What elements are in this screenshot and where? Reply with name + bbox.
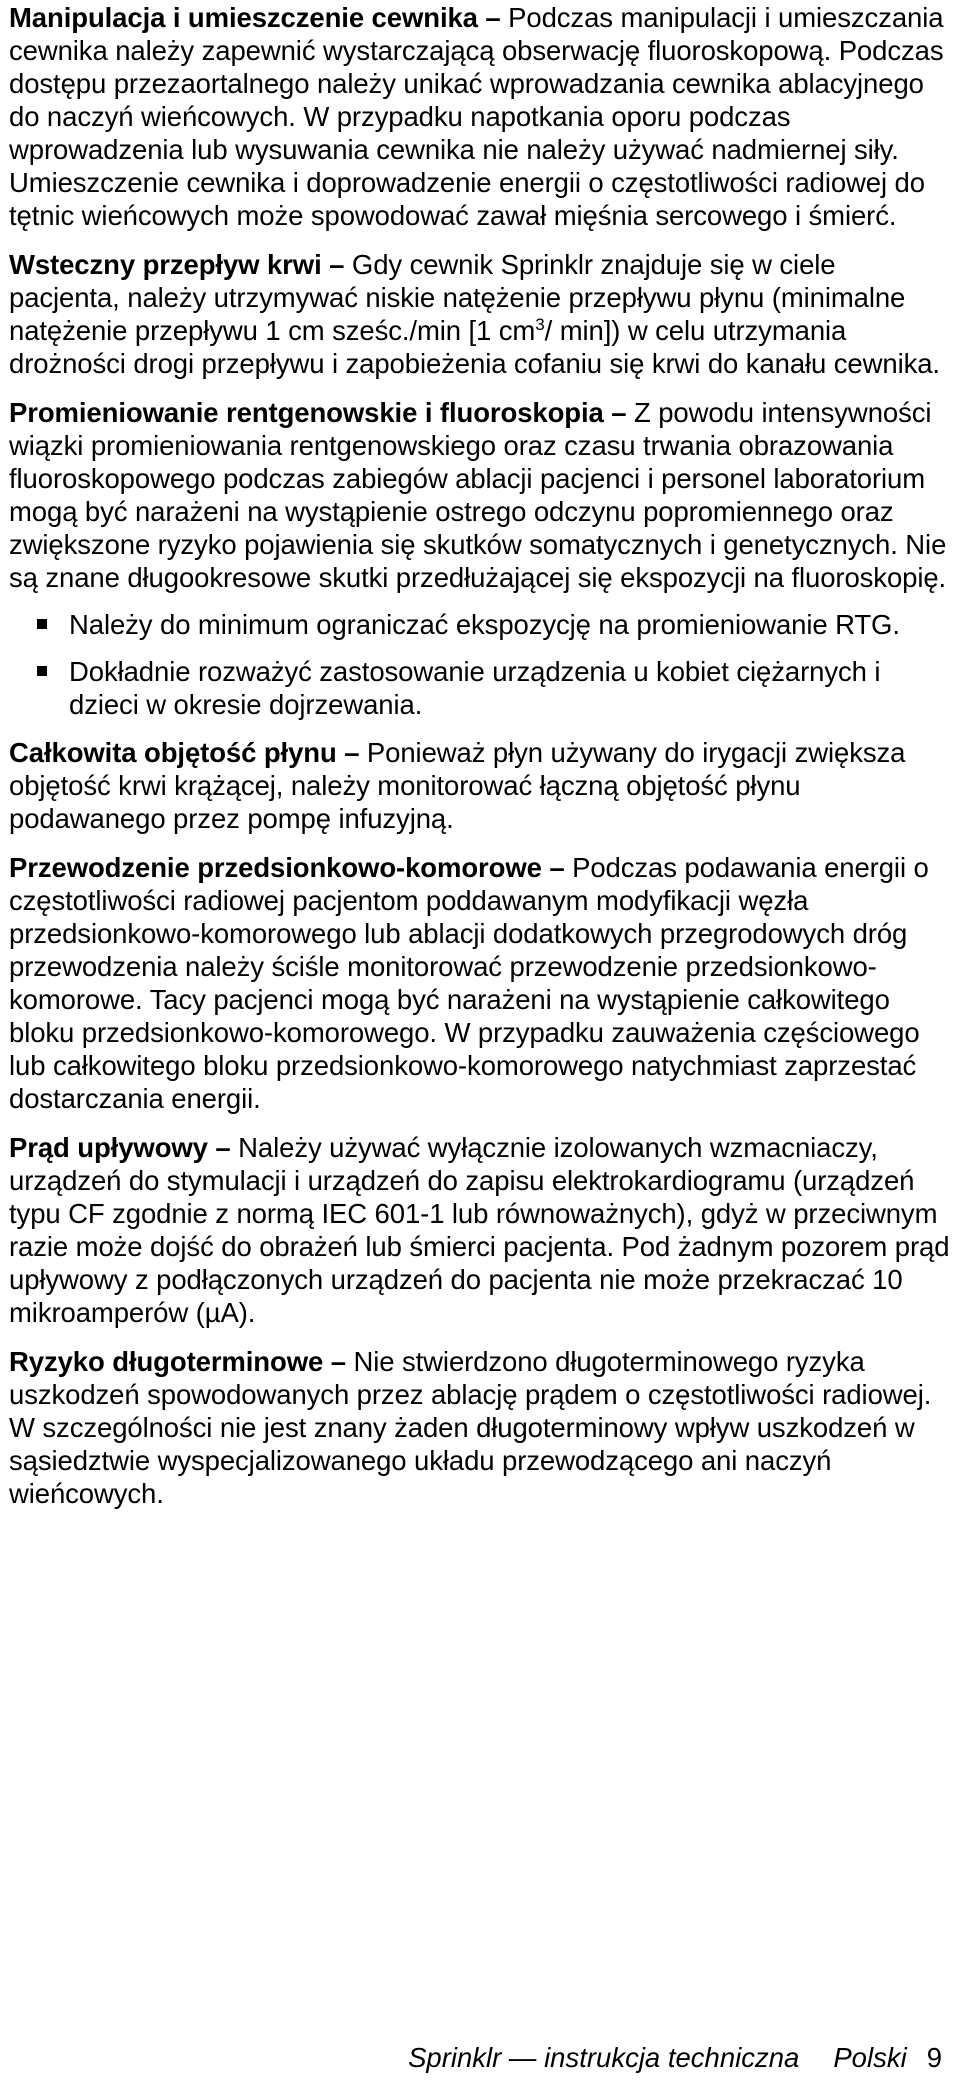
heading-leakage-current: Prąd upływowy – <box>9 1132 231 1163</box>
heading-total-fluid-volume: Całkowita objętość płynu – <box>9 737 360 768</box>
paragraph-av-conduction <box>9 851 951 1115</box>
text-blood-backflow-part2: / min]) w celu utrzymania drożności drogi przepływu i zapobieżenia cofaniu się krwi do kanału cewnika. <box>9 315 940 379</box>
text-leakage-current: Należy używać wyłącznie izolowanych wzmacniaczy, urządzeń do stymulacji i urządzeń do zapisu elektrokardiogramu (urządzeń typu CF zgodnie z normą IEC 601-1 lub równoważnych), gdyż w przeciwnym razie może dojść do obrażeń lub śmierci pacjenta. Pod żadnym pozorem prąd upływowy z podłączonych urządzeń do pacjenta nie może przekraczać 10 mikroamperów (µA). <box>9 1132 950 1328</box>
heading-av-conduction: Przewodzenie przedsionkowo-komorowe – <box>9 852 565 883</box>
heading-blood-backflow: Wsteczny przepływ krwi – <box>9 249 345 280</box>
paragraph-total-fluid-volume <box>9 736 951 835</box>
list-item <box>9 655 951 721</box>
list-item-text: Należy do minimum ograniczać ekspozycję na promieniowanie RTG. <box>69 609 900 640</box>
list-item <box>9 608 951 641</box>
radiation-bullet-list <box>9 608 951 721</box>
heading-long-term-risk: Ryzyko długoterminowe – <box>9 1346 346 1377</box>
text-total-fluid-volume: Ponieważ płyn używany do irygacji zwiększa objętość krwi krążącej, należy monitorować łączną objętość płynu podawanego przez pompę infuzyjną. <box>9 737 906 834</box>
list-item-text: Dokładnie rozważyć zastosowanie urządzenia u kobiet ciężarnych i dzieci w okresie dojrzewania. <box>69 656 881 720</box>
heading-catheter-manipulation: Manipulacja i umieszczenie cewnika – <box>9 2 501 33</box>
footer-language: Polski <box>833 2042 907 2073</box>
document-body <box>9 0 951 1510</box>
square-bullet-icon <box>37 666 47 676</box>
page-footer <box>0 2040 942 2076</box>
paragraph-leakage-current <box>9 1131 951 1329</box>
text-catheter-manipulation: Podczas manipulacji i umieszczania cewnika należy zapewnić wystarczającą obserwację fluoroskopową. Podczas dostępu przezaortalnego należy unikać wprowadzania cewnika ablacyjnego do naczyń wieńcowych. W przypadku napotkania oporu podczas wprowadzenia lub wysuwania cewnika nie należy używać nadmiernej siły. Umieszczenie cewnika i doprowadzenie energii o częstotliwości radiowej do tętnic wieńcowych może spowodować zawał mięśnia sercowego i śmierć. <box>9 2 944 231</box>
page-number: 9 <box>926 2042 942 2073</box>
text-long-term-risk: Nie stwierdzono długoterminowego ryzyka uszkodzeń spowodowanych przez ablację prądem o częstotliwości radiowej. W szczególności nie jest znany żaden długoterminowy wpływ uszkodzeń w sąsiedztwie wyspecjalizowanego układu przewodzącego ani naczyń wieńcowych. <box>9 1346 932 1509</box>
paragraph-long-term-risk <box>9 1345 951 1510</box>
text-av-conduction: Podczas podawania energii o częstotliwości radiowej pacjentom poddawanym modyfikacji węzła przedsionkowo-komorowego lub ablacji dodatkowych przegrodowych dróg przewodzenia należy ściśle monitorować przewodzenie przedsionkowo-komorowe. Tacy pacjenci mogą być narażeni na wystąpienie całkowitego bloku przedsionkowo-komorowego. W przypadku zauważenia częściowego lub całkowitego bloku przedsionkowo-komorowego natychmiast zaprzestać dostarczania energii. <box>9 852 929 1114</box>
superscript-cubed: 3 <box>535 314 545 334</box>
heading-radiation: Promieniowanie rentgenowskie i fluoroskopia – <box>9 397 627 428</box>
text-blood-backflow-part1: Gdy cewnik Sprinklr znajduje się w ciele pacjenta, należy utrzymywać niskie natężenie przepływu płynu (minimalne natężenie przepływu 1 cm sześc./min [1 cm <box>9 249 906 346</box>
footer-document-title: Sprinklr — instrukcja techniczna <box>408 2042 800 2073</box>
paragraph-catheter-manipulation <box>9 1 951 232</box>
paragraph-radiation <box>9 396 951 594</box>
paragraph-blood-backflow <box>9 248 951 380</box>
square-bullet-icon <box>37 619 47 629</box>
text-radiation: Z powodu intensywności wiązki promieniowania rentgenowskiego oraz czasu trwania obrazowania fluoroskopowego podczas zabiegów ablacji pacjenci i personel laboratorium mogą być narażeni na wystąpienie ostrego odczynu popromiennego oraz zwiększone ryzyko pojawienia się skutków somatycznych i genetycznych. Nie są znane długookresowe skutki przedłużającej się ekspozycji na fluoroskopię. <box>9 397 947 593</box>
